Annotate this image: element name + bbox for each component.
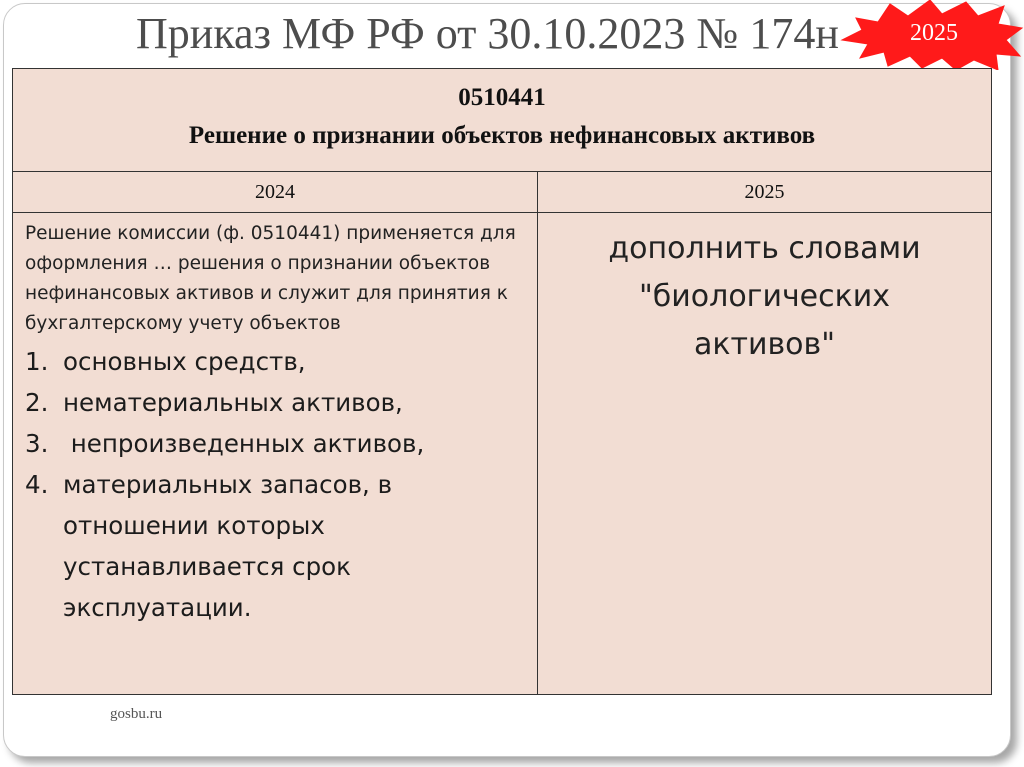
form-header-cell — [13, 69, 992, 172]
content-row — [13, 213, 992, 695]
list-item — [25, 423, 527, 464]
list-item-number: 2. — [25, 388, 49, 417]
footer-source: gosbu.ru — [110, 706, 163, 722]
column-header-2024: 2024 — [13, 172, 538, 213]
list-item-text: нематериальных активов, — [63, 388, 403, 417]
asset-list — [25, 341, 527, 628]
column-header-2025: 2025 — [538, 172, 992, 213]
list-item-number: 3. — [25, 429, 49, 458]
list-item-text: непроизведенных активов, — [63, 429, 425, 458]
list-item-number: 4. — [25, 470, 49, 499]
list-item-number: 1. — [25, 347, 49, 376]
intro-text: Решение комиссии (ф. 0510441) применяется для оформления … решения о признании объектов нефинансовых активов и служит для принятия к бухгалтерскому учету объектов — [25, 223, 516, 334]
form-code: 0510441 — [458, 84, 546, 111]
year-row — [13, 172, 992, 213]
table-header-row — [13, 69, 992, 172]
list-item — [25, 341, 527, 382]
slide-title: Приказ МФ РФ от 30.10.2023 № 174н — [136, 9, 839, 58]
form-name: Решение о признании объектов нефинансовых активов — [188, 122, 816, 149]
year-badge: 2025 — [910, 20, 958, 46]
amendment-text: дополнить словами "биологических активов" — [608, 231, 921, 362]
list-item-text: материальных запасов, в отношении которых устанавливается срок эксплуатации. — [63, 470, 393, 622]
cell-2025-content — [538, 213, 992, 695]
list-item-text: основных средств, — [63, 347, 306, 376]
list-item — [25, 382, 527, 423]
cell-2024-content — [13, 213, 538, 695]
comparison-table — [12, 68, 992, 695]
list-item — [25, 464, 527, 628]
